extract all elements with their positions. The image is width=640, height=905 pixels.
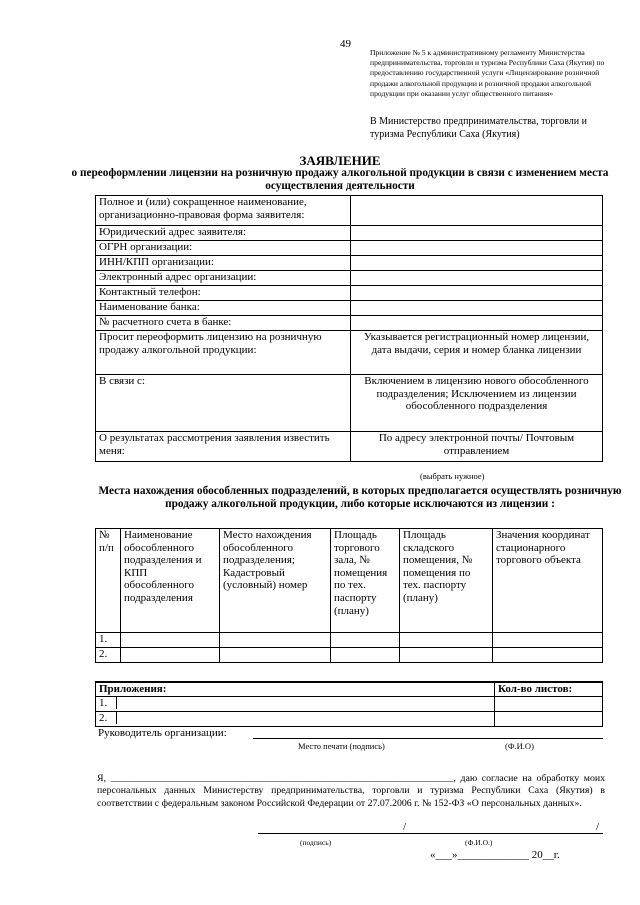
form-value-field[interactable] <box>351 226 603 241</box>
locations-table <box>95 528 603 663</box>
signature-caption: (подпись) <box>300 838 332 847</box>
form-label: ИНН/КПП организации: <box>96 256 351 271</box>
fio-caption: (Ф.И.О) <box>505 741 534 751</box>
table-row <box>96 696 603 711</box>
consent-signature-line[interactable] <box>258 833 603 834</box>
attachments-table <box>95 681 603 727</box>
form-value-field[interactable] <box>351 271 603 286</box>
table-cell[interactable] <box>493 648 603 663</box>
column-header: № п/п <box>96 529 121 633</box>
table-row <box>96 633 603 648</box>
applicant-form-table <box>95 195 603 462</box>
table-cell[interactable] <box>220 633 331 648</box>
pages-count-field[interactable] <box>495 696 603 711</box>
fio-caption: (Ф.И.О.) <box>465 838 493 847</box>
date-line: «___»_____________ 20__г. <box>430 849 560 861</box>
table-cell[interactable] <box>493 633 603 648</box>
form-value-field[interactable] <box>351 301 603 316</box>
row-number: 2. <box>96 648 121 663</box>
form-label: Контактный телефон: <box>96 286 351 301</box>
form-label: Наименование банка: <box>96 301 351 316</box>
form-label: О результатах рассмотрения заявления известить меня: <box>96 432 351 462</box>
form-label: № расчетного счета в банке: <box>96 316 351 331</box>
attachments-header: Приложения: <box>96 682 495 696</box>
column-header: Площадь торгового зала, № помещения по тех. паспорту (плану) <box>331 529 400 633</box>
form-value-field[interactable] <box>351 196 603 226</box>
table-row <box>96 711 603 726</box>
form-label: ОГРН организации: <box>96 241 351 256</box>
addressee: В Министерство предпринимательства, торговли и туризма Республики Саха (Якутия) <box>370 116 587 140</box>
column-header: Место нахождения обособленного подразделения; Кадастровый (условный) номер <box>220 529 331 633</box>
table-cell[interactable] <box>331 648 400 663</box>
column-header: Наименование обособленного подразделения и КПП обособленного подразделения <box>121 529 220 633</box>
column-header: Площадь складского помещения, № помещения по тех. паспорту (плану) <box>400 529 493 633</box>
form-label: В связи с: <box>96 375 351 432</box>
license-info-field[interactable]: Указывается регистрационный номер лицензии, дата выдачи, серия и номер бланка лицензии <box>351 331 603 375</box>
document-title: ЗАЯВЛЕНИЕ <box>299 153 381 168</box>
separator-slash: / <box>596 821 600 833</box>
row-number: 1. <box>96 697 117 710</box>
row-number: 1. <box>96 633 121 648</box>
attachment-name-field[interactable] <box>117 697 495 710</box>
attachment-name-field[interactable] <box>117 712 495 725</box>
table-row <box>96 648 603 663</box>
page-number: 49 <box>340 38 351 50</box>
pages-count-header: Кол-во листов: <box>495 682 603 696</box>
table-cell[interactable] <box>220 648 331 663</box>
form-value-field[interactable] <box>351 241 603 256</box>
notification-options[interactable]: По адресу электронной почты/ Почтовым отправлением <box>351 432 603 462</box>
leader-label: Руководитель организации: <box>98 727 227 739</box>
form-value-field[interactable] <box>351 286 603 301</box>
form-label: Просит переоформить лицензию на розничную продажу алкогольной продукции: <box>96 331 351 375</box>
locations-section-title: Места нахождения обособленных подразделений, в которых предполагается осуществлять розничную продажу алкогольной продукции, либо которые исключаются из лицензии : <box>98 485 622 510</box>
table-cell[interactable] <box>121 633 220 648</box>
table-cell[interactable] <box>331 633 400 648</box>
table-cell[interactable] <box>400 633 493 648</box>
stamp-caption: Место печати (подпись) <box>298 741 385 751</box>
row-number: 2. <box>96 712 117 725</box>
table-cell[interactable] <box>400 648 493 663</box>
form-label: Юридический адрес заявителя: <box>96 226 351 241</box>
choose-note: (выбрать нужное) <box>420 471 485 481</box>
form-value-field[interactable] <box>351 256 603 271</box>
consent-text: Я, ______________________________________________________________________, даю согласие на обработку моих персональных данных Министерству предпринимательства, торговли и туризма Республики Саха (Якутия) в соответствии с федеральным законом Российской Федерации от 27.07.2006 г. № 152-ФЗ «О персональных данных». <box>97 773 605 809</box>
form-label: Электронный адрес организации: <box>96 271 351 286</box>
pages-count-field[interactable] <box>495 711 603 726</box>
table-cell[interactable] <box>121 648 220 663</box>
separator-slash: / <box>403 821 407 833</box>
column-header: Значения координат стационарного торгового объекта <box>493 529 603 633</box>
document-subtitle: о переоформлении лицензии на розничную продажу алкогольной продукции в связи с изменением места осуществления деятельности <box>71 167 609 192</box>
annex-note: Приложение № 5 к административному регламенту Министерства предпринимательства, торговли и туризма Республики Саха (Якутия) по предоставлению государственной услуги «Лицензирование розничной продажи алкогольной продукции и розничной продажи алкогольной продукции при оказании услуг общественного питания» <box>370 48 605 98</box>
form-label: Полное и (или) сокращенное наименование, организационно-правовая форма заявителя: <box>96 196 351 226</box>
reason-options[interactable]: Включением в лицензию нового обособленного подразделения; Исключением из лицензии обособленного подразделения <box>351 375 603 432</box>
leader-signature-line[interactable] <box>253 738 603 739</box>
form-value-field[interactable] <box>351 316 603 331</box>
